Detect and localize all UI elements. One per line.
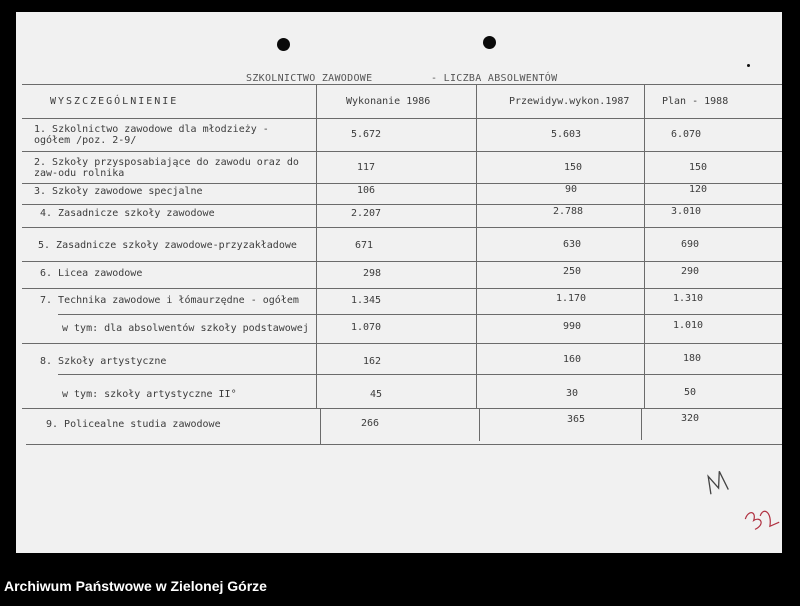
table-line xyxy=(22,204,782,205)
row-value-1987: 5.603 xyxy=(550,129,582,140)
column-header-1986: Wykonanie 1986 xyxy=(346,96,431,107)
row-value-1987: 250 xyxy=(562,266,582,277)
table-line xyxy=(22,84,782,85)
table-line xyxy=(22,288,782,289)
archive-credit: Archiwum Państwowe w Zielonej Górze xyxy=(4,578,267,594)
row-value-1988: 690 xyxy=(680,239,700,250)
row-label: 8. Szkoły artystyczne xyxy=(40,356,167,367)
table-line xyxy=(22,408,782,409)
row-value-1987: 630 xyxy=(562,239,582,250)
row-value-1986: 1.345 xyxy=(350,295,382,306)
row-value-1986: 266 xyxy=(360,418,380,429)
row-label: 1. Szkolnictwo zawodowe dla młodzieży - ogółem /poz. 2-9/ xyxy=(34,124,269,146)
row-label: w tym: szkoły artystyczne II° xyxy=(62,389,237,400)
row-label: 3. Szkoły zawodowe specjalne xyxy=(34,186,203,197)
row-value-1987: 160 xyxy=(562,354,582,365)
table-line xyxy=(22,151,782,152)
row-value-1986: 671 xyxy=(354,240,374,251)
table-line xyxy=(22,343,782,344)
row-label: 7. Technika zawodowe i łómaurzędne - ogółem xyxy=(40,295,299,306)
row-value-1988: 50 xyxy=(683,387,697,398)
column-header-1987: Przewidyw.wykon.1987 xyxy=(509,96,630,107)
row-value-1986: 45 xyxy=(369,389,383,400)
table-line xyxy=(22,227,782,228)
row-value-1988: 320 xyxy=(680,413,700,424)
column-header-1988: Plan - 1988 xyxy=(662,96,729,107)
table-line xyxy=(22,261,782,262)
row-value-1987: 90 xyxy=(564,184,578,195)
table-line xyxy=(476,84,477,408)
row-label: 9. Policealne studia zawodowe xyxy=(46,419,221,430)
row-value-1986: 298 xyxy=(362,268,382,279)
table-line xyxy=(479,408,480,441)
row-value-1988: 1.310 xyxy=(672,293,704,304)
row-label: 2. Szkoły przysposabiające do zawodu oraz do zaw-odu rolnika xyxy=(34,157,299,179)
handwritten-mark xyxy=(704,468,734,498)
row-value-1987: 150 xyxy=(563,162,583,173)
row-value-1988: 6.070 xyxy=(670,129,702,140)
row-value-1988: 120 xyxy=(688,184,708,195)
row-value-1987: 2.788 xyxy=(552,206,584,217)
row-value-1986: 106 xyxy=(356,185,376,196)
row-label: w tym: dla absolwentów szkoły podstawowej xyxy=(62,323,309,334)
row-value-1988: 290 xyxy=(680,266,700,277)
table-line xyxy=(22,118,782,119)
row-value-1986: 5.672 xyxy=(350,129,382,140)
row-value-1986: 1.070 xyxy=(350,322,382,333)
document-title-left: SZKOLNICTWO ZAWODOWE xyxy=(246,73,373,84)
row-value-1988: 180 xyxy=(682,353,702,364)
row-label: 6. Licea zawodowe xyxy=(40,268,143,279)
row-value-1986: 2.207 xyxy=(350,208,382,219)
row-value-1988: 3.010 xyxy=(670,206,702,217)
row-value-1988: 1.010 xyxy=(672,320,704,331)
row-value-1987: 30 xyxy=(565,388,579,399)
row-value-1987: 990 xyxy=(562,321,582,332)
column-header-description: WYSZCZEGÓLNIENIE xyxy=(50,96,179,107)
row-value-1988: 150 xyxy=(688,162,708,173)
table-line xyxy=(58,314,782,315)
row-value-1987: 1.170 xyxy=(555,293,587,304)
document-title-right: - LICZBA ABSOLWENTÓW xyxy=(431,73,558,84)
row-value-1986: 162 xyxy=(362,356,382,367)
table-line xyxy=(26,444,782,445)
row-label: 4. Zasadnicze szkoły zawodowe xyxy=(40,208,215,219)
row-value-1986: 117 xyxy=(356,162,376,173)
row-value-1987: 365 xyxy=(566,414,586,425)
graduates-table xyxy=(16,12,782,553)
document-page xyxy=(16,12,782,553)
row-label: 5. Zasadnicze szkoły zawodowe-przyzakładowe xyxy=(38,240,297,251)
table-line xyxy=(58,374,782,375)
handwritten-page-number xyxy=(744,502,780,542)
